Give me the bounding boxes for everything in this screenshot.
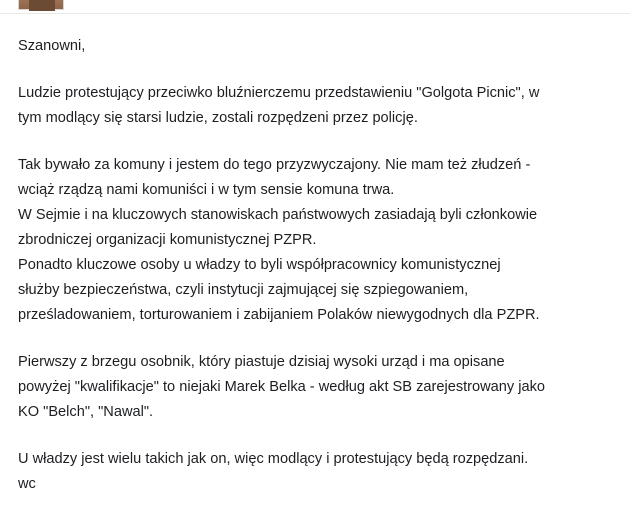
text-line: Ludzie protestujący przeciwko bluźnierczemu przedstawieniu "Golgota Picnic", w bbox=[18, 85, 540, 101]
text-line: wciąż rządzą nami komuniści i w tym sensie komuna trwa. bbox=[18, 182, 395, 198]
avatar-photo bbox=[29, 0, 55, 11]
paragraph-4 bbox=[18, 350, 614, 425]
text-line: służby bezpieczeństwa, czyli instytucji zajmującej się szpiegowaniem, bbox=[18, 282, 469, 298]
post-body bbox=[18, 34, 614, 497]
header-divider bbox=[0, 13, 630, 14]
text-line: powyżej "kwalifikacje" to niejaki Marek Belka - według akt SB zarejestrowany jako bbox=[18, 379, 546, 395]
text-line: Szanowni, bbox=[18, 38, 86, 54]
text-line: U władzy jest wielu takich jak on, więc modlący i protestujący będą rozpędzani. bbox=[18, 451, 529, 467]
text-line: Ponadto kluczowe osoby u władzy to byli współpracownicy komunistycznej bbox=[18, 257, 501, 273]
paragraph-2 bbox=[18, 81, 614, 131]
post-meta bbox=[72, 0, 78, 6]
text-line: tym modlący się starsi ludzie, zostali rozpędzeni przez policję. bbox=[18, 110, 418, 126]
text-line: zbrodniczej organizacji komunistycznej PZPR. bbox=[18, 232, 317, 248]
text-line: Tak bywało za komuny i jestem do tego przyzwyczajony. Nie mam też złudzeń - bbox=[18, 157, 531, 173]
text-line: KO "Belch", "Nawal". bbox=[18, 404, 154, 420]
post-header bbox=[0, 0, 630, 14]
text-line: prześladowaniem, torturowaniem i zabijaniem Polaków niewygodnych dla PZPR. bbox=[18, 307, 540, 323]
paragraph-3 bbox=[18, 153, 614, 328]
paragraph-5 bbox=[18, 447, 614, 497]
text-line: W Sejmie i na kluczowych stanowiskach państwowych zasiadają byli członkowie bbox=[18, 207, 538, 223]
text-line: Pierwszy z brzegu osobnik, który piastuje dzisiaj wysoki urząd i ma opisane bbox=[18, 354, 505, 370]
paragraph-1 bbox=[18, 34, 614, 59]
signature-line: wc bbox=[18, 476, 36, 492]
avatar[interactable] bbox=[18, 0, 64, 10]
